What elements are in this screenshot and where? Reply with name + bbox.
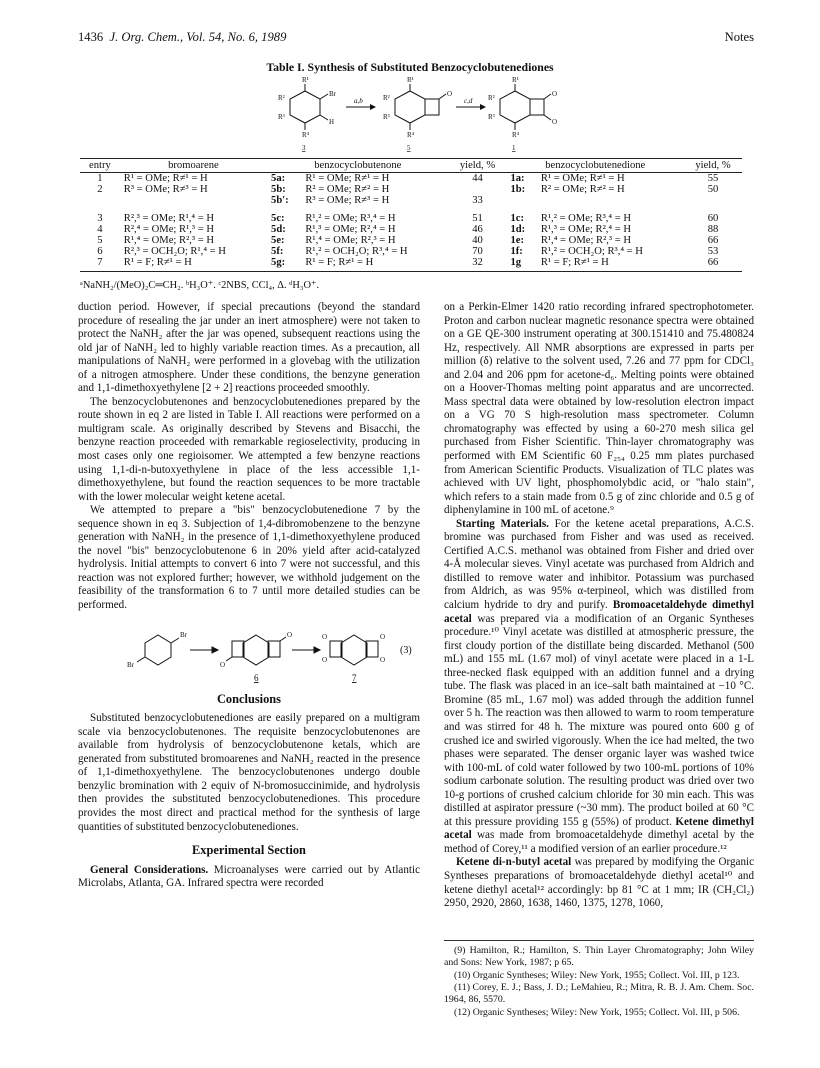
- bromoarene-cell: [120, 195, 267, 206]
- compound-id: 5b′:: [271, 195, 289, 207]
- benzocyclobutenone-id-cell: [267, 195, 301, 206]
- scheme-r3-c: R³: [488, 113, 495, 121]
- entry-cell: 1: [97, 173, 103, 184]
- table-footnote: ᵃNaNH₂/(MeO)₂C═CH₂. ᵇH₃O⁺. ᶜ2NBS, CCl₄, Δ. ᵈH₃O⁺.: [80, 280, 320, 291]
- benzocyclobutenedione-id-cell: [506, 257, 536, 271]
- scheme-r2-a: R²: [278, 94, 285, 102]
- benzocyclobutenedione-id-cell: [506, 207, 536, 224]
- paragraph: [444, 856, 754, 910]
- scheme-r1-a: R¹: [302, 76, 309, 84]
- scheme-o-c1: O: [552, 90, 558, 98]
- benzocyclobutenone-cell: R¹ = F; R≠¹ = H: [301, 257, 448, 271]
- compound-id: 1b:: [510, 184, 526, 196]
- equation-3: [78, 617, 420, 687]
- references: [444, 940, 754, 1020]
- yield-cell: 33: [472, 195, 483, 207]
- compound-id: 5f:: [271, 246, 284, 258]
- benzocyclobutenedione-cell: [537, 195, 684, 206]
- table-row: [80, 173, 742, 185]
- compound-id: 1a:: [510, 173, 525, 184]
- yield-cell: 53: [707, 246, 719, 258]
- eq-o-2: O: [220, 660, 226, 669]
- compound-id: 1d:: [510, 223, 526, 235]
- reference-12: (12) Organic Syntheses; Wiley: New York, 1955; Collect. Vol. III, p 506.: [454, 1006, 740, 1018]
- yield-cell: 66: [707, 235, 719, 247]
- col-benzocyclobutenedione: benzocyclobutenedione: [506, 159, 684, 173]
- benzocyclobutenedione-id-cell: [506, 235, 536, 246]
- conclusions-heading: Conclusions: [216, 691, 282, 706]
- table-header-row: [80, 159, 742, 173]
- benzocyclobutenone-cell: R³ = OMe; R≠³ = H: [305, 195, 390, 207]
- bromoarene-cell: R²,³ = OMe; R¹,⁴ = H: [123, 212, 215, 224]
- benzocyclobutenone-cell: R¹,² = OCH₂O; R³,⁴ = H: [305, 246, 408, 258]
- table-row: [80, 207, 742, 224]
- eq-br-1: Br: [180, 630, 187, 639]
- paragraph: on a Perkin-Elmer 1420 ratio recording infrared spectrophotometer. Proton and carbon nuclear magnetic resonance spectra were obtained on a GE QE-300 instrument operating at 300.151410 and 75.480824 Hz, respectively. All NMR absorptions are expressed in parts per million (δ) relative to the solvent used, 7.26 and 77 ppm for CDCl₃ and 2.04 and 206 ppm for acetone-d₆. Melting points were obtained on a Hoover-Thomas melting point apparatus and are uncorrected. Mass spectral data were obtained by low-resolution electron impact on a VG 70 S high-resolution mass spectrometer. Column chromatography was effected by using a 60-270 mesh silica gel purchased from Fisher Scientific. Thin-layer chromatography was performed with EM Scientific 60 F₂₅₄ 0.25 mm plates purchased from American Scientific Products. Visualization of TLC plates was achieved with UV light, phosphomolybdic acid, or "halo stain", which refers to a stain made from 0.5 g of zinc chloride and 0.5 g of diphenylamine in 100 mL of acetone.⁹: [444, 301, 754, 517]
- experimental-heading: Experimental Section: [192, 843, 306, 858]
- paragraph-text: Microanalyses were carried out by Atlantic Microlabs, Atlanta, GA. Infrared spectra were recorded: [78, 863, 420, 890]
- right-column: [444, 301, 754, 911]
- eq-number: (3): [400, 644, 412, 656]
- run-in-heading: Ketene di-n-butyl acetal: [456, 856, 572, 869]
- benzocyclobutenedione-id-cell: [506, 173, 536, 185]
- scheme-r4-c: R⁴: [512, 131, 520, 139]
- benzocyclobutenedione-cell: R¹ = OMe; R≠¹ = H: [540, 173, 625, 184]
- benzocyclobutenedione-id-cell: [506, 195, 536, 206]
- arrow-1-conditions: a,b: [354, 97, 363, 105]
- reference-11: (11) Corey, E. J.; Bass, J. D.; LeMahieu, R.; Mitra, R. B. J. Am. Chem. Soc. 1964, 86, 5570.: [444, 982, 754, 1006]
- benzocyclobutenedione-structure: [500, 84, 551, 130]
- paragraph: [444, 518, 754, 857]
- paragraph: [78, 864, 420, 891]
- compound-id: 5d:: [271, 223, 286, 235]
- entry-cell: [80, 195, 120, 206]
- yield-cell: 50: [707, 184, 719, 196]
- bromoarene-structure: [290, 84, 328, 130]
- col-bromoarene: bromoarene: [120, 159, 267, 173]
- table-row: [80, 257, 742, 271]
- bromoarene-cell: R¹ = F; R≠¹ = H: [120, 257, 267, 271]
- scheme-r4-a: R⁴: [302, 131, 310, 139]
- scheme-o-c2: O: [552, 118, 558, 126]
- paragraph: The benzocyclobutenones and benzocyclobutenediones prepared by the route shown in eq 2 are listed in Table I. All reactions were performed on a multigram scale. As originally described by Stevens and Bisacchi, the benzyne reaction proceeded with remarkable regioselectivity, producing in most cases only one regioisomer. We attempted a few benzyne reactions using 1,1-di-n-butoxyethylene in place of the less accessible 1,1-dimethoxyethylene, but found the reaction sequences to be more tractable with the lower molecular weight ketene acetal.: [78, 395, 420, 503]
- eq-label-6: 6: [254, 672, 259, 683]
- synthesis-table: [80, 158, 742, 272]
- paragraph: Substituted benzocyclobutenediones are easily prepared on a multigram scale via benzocyclobutenones. The requisite benzocyclobutenones are available from hydrolysis of benzocyclobutenone ketals, which are generated from substituted bromoarenes and NaNH₂ reacted in the presence of 1,1-dimethoxyethylene. The benzocyclobutenones undergo double benzylic bromination with 2 equiv of N-bromosuccinimide, and hydrolysis then provides the substituted benzocyclobutenediones. This procedure provides the most direct and practical method for the synthesis of large quantities of substituted benzocyclobutenediones.: [78, 712, 420, 833]
- scheme-r2-b: R²: [383, 94, 390, 102]
- compound-id: 5g:: [271, 257, 286, 269]
- benzocyclobutenone-id-cell: [267, 173, 301, 185]
- benzocyclobutenone-id-cell: [267, 257, 301, 271]
- bromoarene-cell: R³ = OMe; R≠³ = H: [123, 184, 208, 196]
- arrow-2-conditions: c,d: [464, 97, 473, 105]
- benzocyclobutenedione-cell: R¹,³ = OMe; R²,⁴ = H: [540, 223, 632, 235]
- table-row: [80, 195, 742, 206]
- scheme-r1-b: R¹: [407, 76, 414, 84]
- compound-id: 5e:: [271, 235, 285, 247]
- col-benzocyclobutenone: benzocyclobutenone: [267, 159, 449, 173]
- table-row: [80, 246, 742, 257]
- reaction-scheme: [270, 73, 570, 153]
- paragraph-text: was prepared via a modification of an Organic Syntheses procedure.¹⁰ Vinyl acetate was distilled at atmospheric pressure, the first cloudy portion of the distillate being discarded. Methanol (500 mL) and 155 mL (1.67 mol) of vinyl acetate were placed in a 1-L three-necked flask equipped with an addition funnel and a drying tube. The flask was placed in an ice–salt bath maintained at −10 °C. Bromine (85 mL, 1.67 mol) was added through the addition funnel over 5 h. The reaction was then allowed to warm to room temperature and was stirred for 48 h. The mixture was poured onto 600 g of crushed ice and swirled vigorously. When the ice had melted, the two phases were separated. The denser organic layer was washed twice with 100-mL of cold water followed by two 100-mL portions of 10% sodium carbonate solution. The resulting product was dried over two 10-g portions of crushed calcium chloride for 30 min each. This was distilled at aspirator pressure (~30 mm). The product boiled at 60 °C at this pressure providing 155 g (55%) of product.: [444, 612, 755, 828]
- benzocyclobutenedione-id-cell: [506, 246, 536, 257]
- run-in-heading: Starting Materials.: [456, 517, 549, 530]
- yield-cell: 46: [472, 223, 483, 235]
- scheme-r2-c: R²: [488, 94, 495, 102]
- benzocyclobutenone-cell: R¹,² = OMe; R³,⁴ = H: [305, 212, 396, 224]
- compound-name: Bromoacetaldehyde dimethyl acetal: [444, 599, 755, 625]
- col-yield-1: yield, %: [449, 159, 507, 173]
- table-title: Table I. Synthesis of Substituted Benzocyclobutenediones: [266, 60, 554, 74]
- benzocyclobutenone-id-cell: [267, 235, 301, 246]
- yield-cell: 32: [449, 257, 507, 271]
- bromoarene-cell: R¹ = OMe; R≠¹ = H: [123, 173, 208, 184]
- scheme-br: Br: [329, 90, 336, 98]
- benzocyclobutenedione-cell: R¹ = F; R≠¹ = H: [537, 257, 684, 271]
- eq-o-3: O: [380, 632, 386, 641]
- paragraph-text: was prepared by modifying the Organic Syntheses preparations of bromoacetaldehyde diethyl acetal¹⁰ and ketene diethyl acetal¹² accordingly: bp 81 °C at 1 mm; IR (CH₂Cl₂) 2950, 2920, 2860, 1638, 1460, 1375, 1278, 1060,: [444, 856, 754, 910]
- reference-9: (9) Hamilton, R.; Hamilton, S. Thin Layer Chromatography; John Wiley and Sons: New York, 1987; p 65.: [444, 945, 754, 968]
- yield-cell: [449, 184, 507, 195]
- compound-id: 5a:: [271, 173, 286, 184]
- benzocyclobutenone-id-cell: [267, 184, 301, 195]
- eq-br-2: Br: [127, 660, 134, 669]
- table-body: [80, 173, 742, 272]
- eq-label-7: 7: [352, 672, 357, 683]
- yield-cell: 51: [472, 212, 483, 224]
- paragraph: We attempted to prepare a "bis" benzocyclobutenedione 7 by the sequence shown in eq 3. Subjection of 1,4-dibromobenzene to the benzyne generation with NaNH₂ in the presence of 1,1-dimethoxyethylene produced the novel "bis" benzocyclobutenone 6 in 20% yield after acid-catalyzed hydrolysis. Initial attempts to convert 6 into 7 were not successful, and this reaction was not explored further; however, we withhold judgement on the feasibility of the transformation 6 to 7 until more detailed studies can be performed.: [78, 504, 420, 612]
- compound-id: 1f:: [510, 246, 523, 258]
- bromoarene-cell: R²,³ = OCH₂O; R¹,⁴ = H: [123, 246, 226, 258]
- yield-cell: 66: [684, 257, 742, 271]
- scheme-r3-b: R³: [383, 113, 390, 121]
- col-yield-2: yield, %: [684, 159, 742, 173]
- bromoarene-cell: R²,⁴ = OMe; R¹,³ = H: [123, 223, 215, 235]
- benzocyclobutenone-cell: R¹,³ = OMe; R²,⁴ = H: [305, 223, 396, 235]
- paragraph-text: For the ketene acetal preparations, A.C.S. bromine was purchased from Fisher and was used as received. Certified A.C.S. methanol was obtained from Fisher and dried over 4-Å molecular sieves. Vinyl acetate was purchased from Aldrich and distilled to remove water and inhibitor. Potassium was purchased from Aldrich, as was 95% α-terpineol, which was distilled from calcium hydride to dry and purify.: [444, 517, 755, 612]
- benzocyclobutenedione-id-cell: [506, 184, 536, 195]
- reference-10: (10) Organic Syntheses; Wiley: New York, 1955; Collect. Vol. III, p 123.: [454, 969, 740, 981]
- paragraph-text: was made from bromoacetaldehyde dimethyl acetal by the method of Corey,¹¹ a modified version of an earlier procedure.¹²: [444, 829, 754, 855]
- yield-cell: 88: [707, 223, 719, 235]
- entry-cell: 6: [97, 246, 103, 258]
- benzocyclobutenone-id-cell: [267, 224, 301, 235]
- eq-o-1: O: [287, 630, 293, 639]
- entry-cell: 2: [97, 184, 103, 196]
- table-row: [80, 235, 742, 246]
- table-row: [80, 224, 742, 235]
- benzocyclobutenedione-id-cell: [506, 224, 536, 235]
- left-column: [78, 301, 420, 891]
- scheme-label-1: 1: [512, 144, 516, 152]
- eq-o-6: O: [322, 655, 328, 664]
- col-entry: entry: [80, 159, 120, 173]
- eq-o-5: O: [322, 632, 328, 641]
- yield-cell: 40: [472, 235, 483, 247]
- benzocyclobutenone-cell: R¹ = OMe; R≠¹ = H: [305, 173, 390, 184]
- compound-id: 1g: [510, 257, 522, 269]
- benzocyclobutenedione-cell: R² = OMe; R≠² = H: [540, 184, 625, 196]
- section-label: Notes: [724, 30, 754, 44]
- run-in-heading: General Considerations.: [90, 863, 209, 876]
- benzocyclobutenone-cell: R¹,⁴ = OMe; R²,³ = H: [305, 235, 396, 247]
- page-number: 1436: [78, 30, 104, 44]
- benzocyclobutenedione-cell: R¹,² = OCH₂O; R³,⁴ = H: [540, 246, 643, 258]
- benzocyclobutenedione-cell: R¹,² = OMe; R³,⁴ = H: [540, 212, 632, 224]
- entry-cell: 5: [97, 235, 103, 247]
- yield-cell: [684, 195, 742, 206]
- bromoarene-cell: R¹,⁴ = OMe; R²,³ = H: [123, 235, 215, 247]
- eq-o-4: O: [380, 655, 386, 664]
- scheme-r4-b: R⁴: [407, 131, 415, 139]
- yield-cell: 60: [707, 212, 719, 224]
- compound-id: 5c:: [271, 212, 285, 224]
- compound-id: 1c:: [510, 212, 524, 224]
- journal-citation: J. Org. Chem., Vol. 54, No. 6, 1989: [109, 30, 287, 44]
- header-left: [78, 30, 286, 45]
- benzocyclobutenone-cell: R² = OMe; R≠² = H: [305, 184, 390, 196]
- benzocyclobutenone-id-cell: [267, 246, 301, 257]
- scheme-o-b: O: [447, 90, 453, 98]
- compound-id: 5b:: [271, 184, 286, 196]
- entry-cell: 3: [97, 212, 103, 224]
- paragraph: duction period. However, if special precautions (beyond the standard procedure of resealing the jar under an inert atmosphere) were not taken to protect the NaNH₂ after the jar was opened, subsequent reactions using the old jar of NaNH₂ led to highly variable reaction times. As a precaution, all manipulations of NaNH₂ were performed in a glovebag with the utilization of a nitrogen atmosphere. Under these conditions, the benzyne generation and 1,1-dimethoxyethylene [2 + 2] reactions proceeded smoothly.: [78, 301, 420, 395]
- running-header: [78, 30, 754, 48]
- scheme-r1-c: R¹: [512, 76, 519, 84]
- entry-cell: 4: [97, 223, 103, 235]
- yield-cell: 44: [472, 173, 483, 184]
- benzocyclobutenedione-cell: R¹,⁴ = OMe; R²,³ = H: [540, 235, 632, 247]
- yield-cell: 70: [472, 246, 483, 258]
- scheme-label-5: 5: [407, 144, 411, 152]
- yield-cell: 55: [707, 173, 719, 184]
- benzocyclobutenone-structure: [395, 84, 446, 130]
- scheme-r3-a: R³: [278, 113, 285, 121]
- benzocyclobutenone-id-cell: [267, 207, 301, 224]
- scheme-label-3: 3: [302, 144, 306, 152]
- entry-cell: 7: [80, 257, 120, 271]
- compound-id: 1e:: [510, 235, 524, 247]
- table-row: [80, 184, 742, 195]
- compound-name: Ketene dimethyl acetal: [444, 815, 754, 842]
- scheme-h: H: [329, 118, 335, 126]
